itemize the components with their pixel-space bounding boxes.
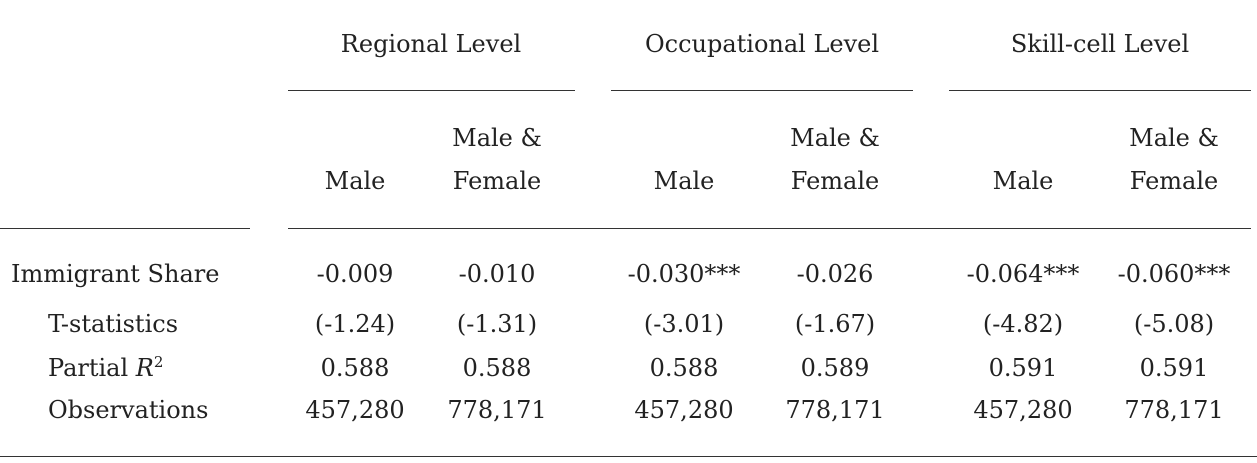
cell: (-1.24) [314,310,396,338]
group-header-occupational: Occupational Level [644,30,880,58]
cell: -0.064*** [966,260,1080,288]
cell: 778,171 [447,396,547,424]
col-header-5-line2: Male [992,167,1054,195]
row-label-partial-r2 [48,353,164,382]
cell: (-5.08) [1133,310,1215,338]
cell: 778,171 [1124,396,1224,424]
col-header-2-line1: Male & [452,124,542,152]
row-label-immigrant-share: Immigrant Share [11,260,220,288]
row-label-partial-r2-sup: 2 [153,353,164,371]
cell: 0.589 [800,354,870,382]
row-label-observations: Observations [48,396,209,424]
cell: 0.588 [462,354,532,382]
cell: (-3.01) [643,310,725,338]
cell: -0.009 [316,260,394,288]
cell: 457,280 [973,396,1073,424]
group-header-skill-cell: Skill-cell Level [1010,30,1190,58]
cell: -0.060*** [1117,260,1231,288]
group-rule-skill-cell [949,90,1251,91]
cell: -0.030*** [627,260,741,288]
col-header-1-line2: Male [324,167,386,195]
row-label-t-statistics: T-statistics [48,310,179,338]
cell: 0.591 [1139,354,1209,382]
col-header-6-line2: Female [1129,167,1219,195]
col-header-3-line2: Male [653,167,715,195]
cell: 457,280 [634,396,734,424]
row-label-partial-r2-var: R [135,354,154,382]
cell: 457,280 [305,396,405,424]
col-header-4-line1: Male & [790,124,880,152]
col-header-4-line2: Female [790,167,880,195]
cell: -0.010 [458,260,536,288]
cell: (-4.82) [982,310,1064,338]
cell: 0.588 [649,354,719,382]
cell: (-1.67) [794,310,876,338]
group-header-regional: Regional Level [340,30,522,58]
cell: 778,171 [785,396,885,424]
col-header-6-line1: Male & [1129,124,1219,152]
cell: -0.026 [796,260,874,288]
group-rule-regional [288,90,575,91]
table-bottom-rule [0,456,1257,457]
row-label-partial-r2-text: Partial [48,354,136,382]
cell: 0.591 [988,354,1058,382]
header-rule-data [288,228,1251,229]
cell: 0.588 [320,354,390,382]
cell: (-1.31) [456,310,538,338]
header-rule-label [0,228,250,229]
group-rule-occupational [611,90,913,91]
col-header-2-line2: Female [452,167,542,195]
